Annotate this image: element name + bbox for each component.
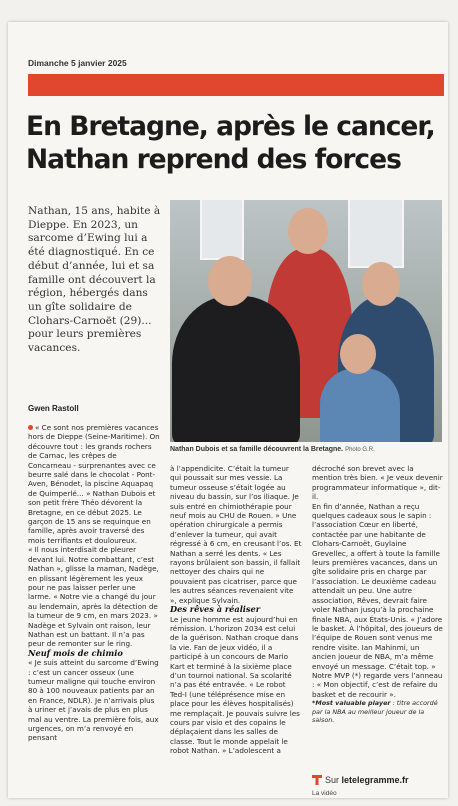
footnote-term: *Most valuable player xyxy=(312,699,391,708)
video-label: La vidéo xyxy=(312,790,337,797)
photo-head-father xyxy=(288,208,328,254)
byline: Gwen Rastoll xyxy=(28,404,79,413)
intertitle: Des rêves à réaliser xyxy=(170,604,261,615)
footnote xyxy=(312,699,444,724)
photo-caption xyxy=(170,446,375,453)
issue-date: Dimanche 5 janvier 2025 xyxy=(28,58,127,68)
paragraph: décroché son brevet avec la mention très bien. « Je veux devenir programmateur informatique », dit-il. xyxy=(312,464,443,502)
paragraph: à l’appendicite. C’était la tumeur qui poussait sur mes vessie. La tumeur osseuse s’était logée au niveau du bassin, sur l’os iliaque. Je suis entré en chimiothérapie pour neuf mois au CHU de Rouen. » Une opération chirurgicale a permis d’enlever la tumeur, qui avait régressé à 6 cm, en creusant l’os. Et Nathan a serré les dents. « Les rayons brûlaient son bassin, il fallait nettoyer des chairs qui ne pouvaient pas cicatriser, parce que les autres séances revenaient vite », explique Sylvain. xyxy=(170,464,302,605)
standfirst: Nathan, 15 ans, habite à Dieppe. En 2023, un sarcome d’Ewing lui a été diagnostiqué. En ce début d’année, lui et sa famille ont découvert la région, hébergés dans un gîte solidaire de Clohars-Carnoët (29)... pour leurs premières vacances. xyxy=(28,205,161,355)
photo-figure-nathan xyxy=(172,296,300,442)
headline-line-1: En Bretagne, après le cancer, xyxy=(26,111,435,142)
telegramme-logo-icon xyxy=(312,775,322,785)
photo-credit: Photo G.R. xyxy=(345,447,375,453)
photo-head-theo xyxy=(340,334,376,374)
paragraph-text: « Ce sont nos premières vacances hors de Dieppe (Seine-Maritime). On découvre tout : les grands rochers de Carnac, les crêpes de Concarneau - surprenantes avec ce beurre salé dans le chocolat - Pont-Aven, Bénodet, la piscine Aquapaq de Quimperlé... » Nathan Dubois et son petit frère Théo dévorent la Bretagne, en ce début 2025. Le garçon de 15 ans se requinque en famille, après avoir traversé des mois terrifiants et douloureux. xyxy=(28,423,160,545)
column-3 xyxy=(312,464,444,724)
paragraph: En fin d’année, Nathan a reçu quelques cadeaux sous le sapin : l’association Cœur en liberté, contactée par une habitante de Clohars-Carnoët, Guylaine Grevellec, a offert à toute la famille leurs premières vacances, dans un gîte solidaire pris en charge par l’association. Le deuxième cadeau attendait un peu. Une autre association, Rêves, devrait faire voler Nathan jusqu’à la prochaine finale NBA, aux États-Unis. « J’adore le basket. À l’hôpital, des joueurs de l’équipe de Rouen sont venus me rendre visite. Ian Mahinmi, un ancien joueur de NBA, m’a même envoyé un message. C’était top. » Notre MVP (*) regarde vers l’anneau : « Mon objectif, c’est de refaire du basket et de recourir ». xyxy=(312,501,443,699)
website-link[interactable] xyxy=(312,775,409,785)
photo-window xyxy=(348,200,404,268)
paragraph xyxy=(28,423,160,545)
paragraph: « Il nous interdisait de pleurer devant lui. Notre combattant, c’est Nathan », glisse la maman, Nadège, en plissant légèrement les yeux pour ne pas laisser perler une larme. « Notre vie a changé du jour au lendemain, après la détection de la tumeur de 9 cm, en mars 2023. » Nadège et Sylvain ont raison, leur Nathan est un battant. Il n’a pas peur de remonter sur le ring. xyxy=(28,545,159,649)
column-2 xyxy=(170,464,302,756)
photo-head-nathan xyxy=(208,256,252,306)
paragraph: « Je suis atteint du sarcome d’Ewing : c’est un cancer osseux (une tumeur maligne qui touche environ 80 à 100 nouveaux patients par an en France, NDLR). Je n’arrivais plus à uriner et j’avais de plus en plus mal au ventre. La première fois, aux urgences, on m’a renvoyé en pensant xyxy=(28,658,159,743)
family-photo xyxy=(170,200,442,442)
caption-text: Nathan Dubois et sa famille découvrent la Bretagne. xyxy=(170,446,344,453)
section-banner xyxy=(28,74,444,96)
website-prefix: Sur xyxy=(325,775,342,785)
headline xyxy=(26,110,446,176)
photo-window xyxy=(200,200,244,260)
headline-line-2: Nathan reprend des forces xyxy=(26,144,401,175)
photo-head-mother xyxy=(362,262,400,306)
website-name: letelegramme.fr xyxy=(341,775,409,785)
photo-figure-theo xyxy=(320,368,400,442)
bullet-dot xyxy=(28,425,33,430)
intertitle: Neuf mois de chimio xyxy=(28,647,123,658)
paragraph: Le jeune homme est aujourd’hui en rémission. L’horizon 2034 est celui de la guérison. Nathan croque dans la vie. Fan de jeux vidéo, il a participé à un concours de Mario Kart et terminé à la sixième place d’un tournoi national. Sa scolarité n’a pas été entravée. « Le robot Ted-I (une téléprésence mise en place pour les élèves hospitalisés) me remplaçait. Je pouvais suivre les cours par visio et des copains le déplaçaient dans les salles de classe. Tout le monde appelait le robot Nathan. » L’adolescent a xyxy=(170,614,300,756)
footnote-text: : titre accordé par la NBA au meilleur joueur de la saison. xyxy=(312,699,438,724)
column-1 xyxy=(28,423,160,743)
